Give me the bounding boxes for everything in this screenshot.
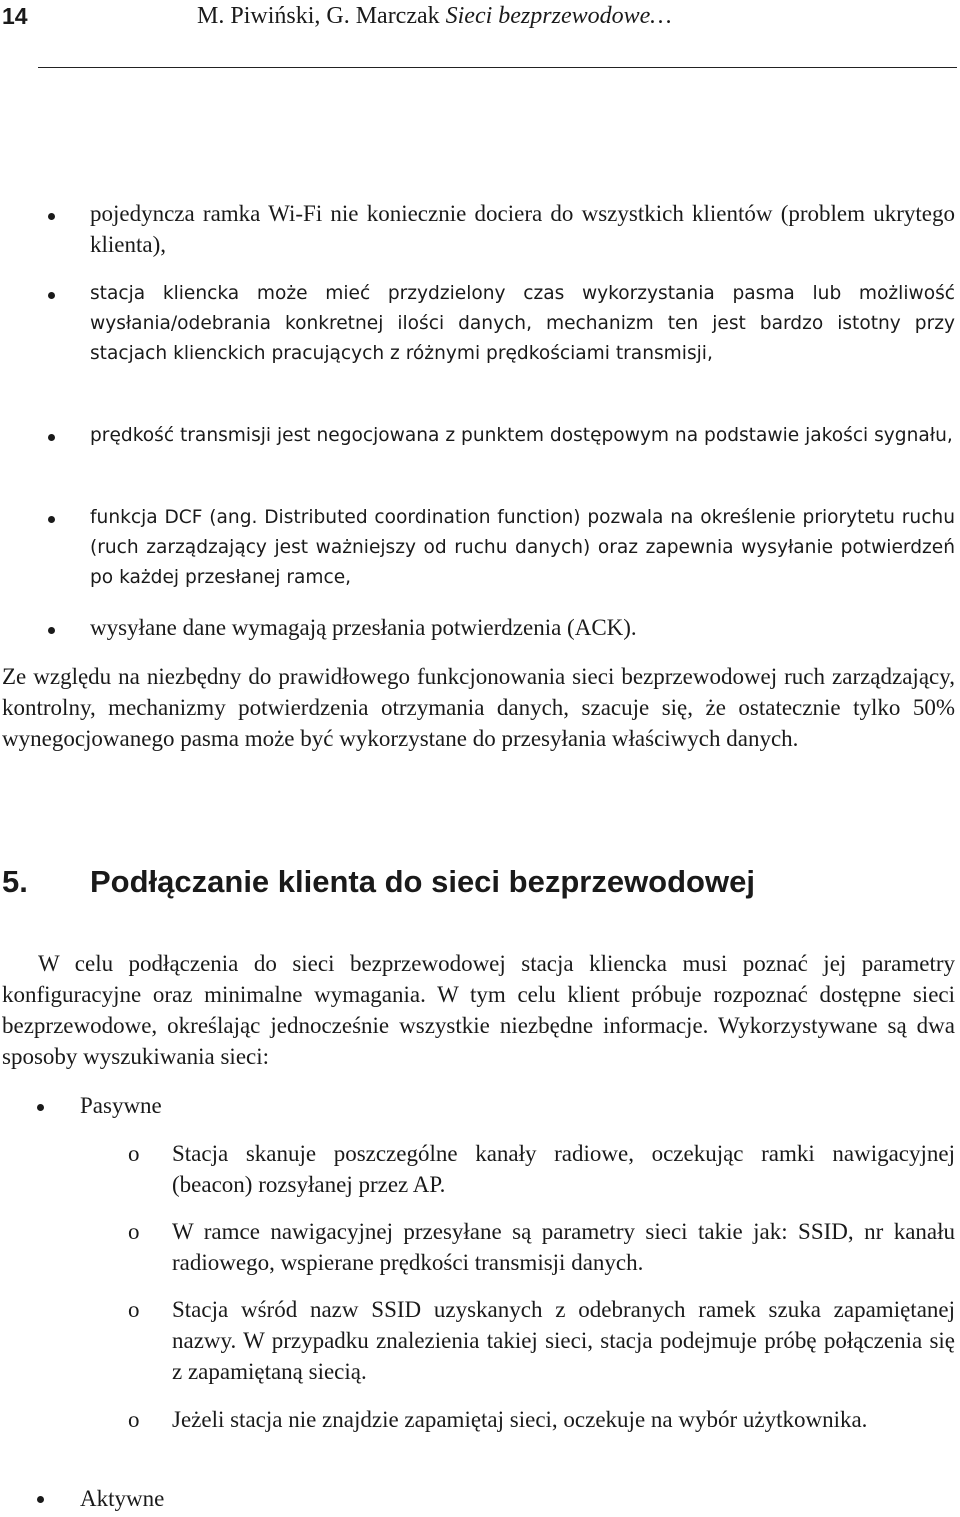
bullet-marker bbox=[48, 213, 55, 220]
sub-bullet-marker: o bbox=[128, 1219, 140, 1244]
bullet-marker bbox=[48, 292, 55, 299]
bullet-marker bbox=[48, 627, 55, 634]
list-item-passive: Pasywne bbox=[80, 1093, 162, 1118]
list-item: wysyłane dane wymagają przesłania potwierdzenia (ACK). bbox=[90, 615, 637, 640]
page-number: 14 bbox=[2, 3, 28, 29]
bullet-marker bbox=[48, 434, 55, 441]
list-item: pojedyncza ramka Wi-Fi nie koniecznie dociera do wszystkich klientów (problem ukrytego klienta), bbox=[90, 201, 955, 257]
section-title: Podłączanie klienta do sieci bezprzewodowej bbox=[90, 864, 755, 899]
bullet-marker bbox=[48, 516, 55, 523]
sub-list-item: W ramce nawigacyjnej przesyłane są parametry sieci takie jak: SSID, nr kanału radiowego, wspierane prędkości transmisji danych. bbox=[172, 1219, 955, 1275]
authors: M. Piwiński, G. Marczak bbox=[197, 3, 440, 29]
running-head bbox=[197, 0, 672, 32]
sub-bullet-marker: o bbox=[128, 1297, 140, 1322]
list-item: stacja kliencka może mieć przydzielony czas wykorzystania pasma lub możliwość wysłania/odebrania konkretnej ilości danych, mechanizm ten jest bardzo istotny przy stacjach klienckich pracujących z różnymi prędkościami transmisji, bbox=[90, 283, 955, 364]
sub-list-item: Jeżeli stacja nie znajdzie zapamiętaj sieci, oczekuje na wybór użytkownika. bbox=[172, 1407, 868, 1432]
header-rule bbox=[38, 67, 957, 68]
book-title: Sieci bezprzewodowe… bbox=[445, 3, 672, 29]
section-number: 5. bbox=[2, 864, 28, 899]
sub-list-item: Stacja wśród nazw SSID uzyskanych z odebranych ramek szuka zapamiętanej nazwy. W przypadku znalezienia takiej sieci, stacja podejmuje próbę połączenia się z zapamiętaną siecią. bbox=[172, 1297, 955, 1384]
list-item-active: Aktywne bbox=[80, 1486, 165, 1511]
bullet-marker bbox=[37, 1104, 44, 1111]
sub-list-item: Stacja skanuje poszczególne kanały radiowe, oczekując ramki nawigacyjnej (beacon) rozsyłanej przez AP. bbox=[172, 1141, 955, 1197]
sub-bullet-marker: o bbox=[128, 1141, 140, 1166]
list-item: funkcja DCF (ang. Distributed coordination function) pozwala na określenie priorytetu ruchu (ruch zarządzający jest ważniejszy od ruchu danych) oraz zapewnia wysyłanie potwierdzeń po każdej przesłanej ramce, bbox=[90, 507, 955, 588]
body-paragraph: Ze względu na niezbędny do prawidłowego funkcjonowania sieci bezprzewodowej ruch zarządzający, kontrolny, mechanizmy potwierdzenia otrzymania danych, szacuje się, że ostatecznie tylko 50% wynegocjowanego pasma może być wykorzystane do przesyłania właściwych danych. bbox=[2, 664, 955, 751]
list-item: prędkość transmisji jest negocjowana z punktem dostępowym na podstawie jakości sygnału, bbox=[90, 425, 953, 446]
sub-bullet-marker: o bbox=[128, 1407, 140, 1432]
section-heading bbox=[2, 862, 755, 902]
running-header bbox=[0, 0, 960, 32]
bullet-marker bbox=[37, 1496, 44, 1503]
body-paragraph: W celu podłączenia do sieci bezprzewodowej stacja kliencka musi poznać jej parametry konfiguracyjne oraz minimalne wymagania. W tym celu klient próbuje rozpoznać dostępne sieci bezprzewodowe, określając jednocześnie wszystkie niezbędne informacje. Wykorzystywane są dwa sposoby wyszukiwania sieci: bbox=[2, 951, 955, 1069]
